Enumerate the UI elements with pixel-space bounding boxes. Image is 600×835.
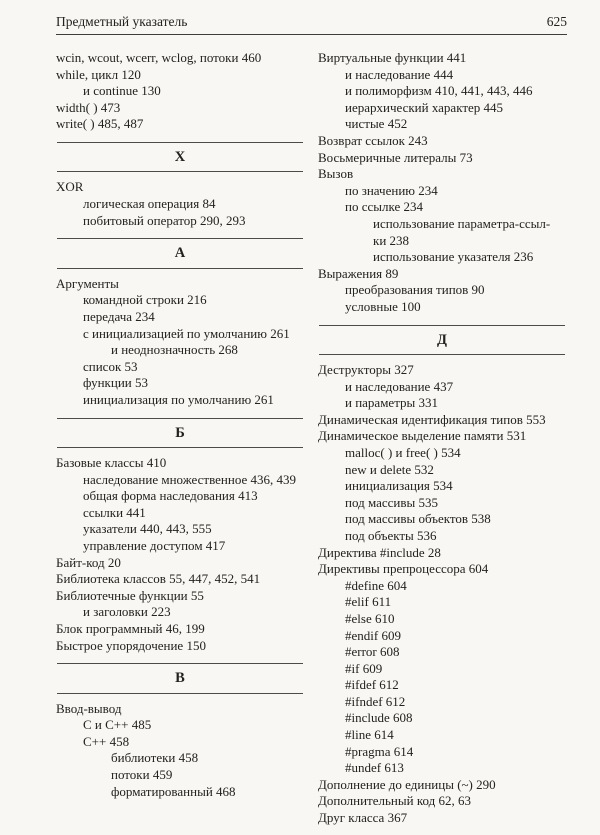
index-entry: Динамическая идентификация типов 553 <box>318 411 546 427</box>
index-entry: C и C++ 485 <box>83 717 152 733</box>
index-entry: Выражения 89 <box>318 265 399 281</box>
index-entry: логическая операция 84 <box>83 196 216 212</box>
index-entry: и наследование 437 <box>345 378 454 394</box>
index-entry: wcin, wcout, wcerr, wclog, потоки 460 <box>56 50 262 65</box>
index-columns <box>56 50 567 827</box>
index-entry: Дополнительный код 62, 63 <box>318 793 471 809</box>
index-entry: ссылки 441 <box>83 504 146 520</box>
section-rule-bottom <box>57 693 303 694</box>
index-entry: #undef 613 <box>345 760 404 776</box>
index-entry: и неоднозначность 268 <box>111 342 238 358</box>
index-entry: Аргументы <box>56 275 119 291</box>
index-entry: библиотеки 458 <box>111 750 199 766</box>
index-entry: под массивы 535 <box>345 494 438 510</box>
page-number: 625 <box>546 14 567 29</box>
index-entry: Базовые классы 410 <box>56 455 167 470</box>
index-entry: использование параметра-ссыл- <box>373 215 551 231</box>
index-entry: список 53 <box>83 358 138 374</box>
index-entry: Восьмеричные литералы 73 <box>318 149 473 165</box>
index-entry: наследование множественное 436, 439 <box>83 471 297 487</box>
index-entry: #pragma 614 <box>345 743 414 759</box>
index-entry: по значению 234 <box>345 182 438 198</box>
index-entry: #ifndef 612 <box>345 693 406 709</box>
section-divider <box>319 325 565 356</box>
index-entry: Директивы препроцессора 604 <box>318 561 489 577</box>
index-entry: write( ) 485, 487 <box>56 116 144 132</box>
index-entry: побитовый оператор 290, 293 <box>83 212 246 228</box>
section-divider <box>57 238 303 269</box>
index-entry: и наследование 444 <box>345 66 454 82</box>
section-divider <box>57 418 303 449</box>
index-entry: Друг класса 367 <box>318 810 408 826</box>
index-entry: и заголовки 223 <box>83 604 171 620</box>
index-entry: Виртуальные функции 441 <box>318 50 467 65</box>
index-entry: иерархический характер 445 <box>345 99 504 115</box>
index-entry: с инициализацией по умолчанию 261 <box>83 325 290 341</box>
index-entry: форматированный 468 <box>111 783 236 799</box>
index-entry: #ifdef 612 <box>345 677 399 693</box>
index-entry: Директива #include 28 <box>318 544 441 560</box>
index-entry: передача 234 <box>83 308 155 324</box>
index-entry: преобразования типов 90 <box>345 282 485 298</box>
index-entry: #line 614 <box>345 727 394 743</box>
index-entry: функции 53 <box>83 375 148 391</box>
index-entry: Блок программный 46, 199 <box>56 620 205 636</box>
section-letter: А <box>174 245 186 262</box>
index-entry: #error 608 <box>345 644 400 660</box>
index-entry: управление доступом 417 <box>83 537 226 553</box>
index-entry: под массивы объектов 538 <box>345 511 491 527</box>
index-entry: C++ 458 <box>83 733 130 749</box>
index-entry: Деструкторы 327 <box>318 362 414 377</box>
index-entry: инициализация 534 <box>345 478 453 494</box>
section-letter: Б <box>175 424 185 441</box>
index-entry: ки 238 <box>373 232 410 248</box>
index-entry: инициализация по умолчанию 261 <box>83 391 274 407</box>
index-entry: командной строки 216 <box>83 292 207 308</box>
running-header-title: Предметный указатель <box>56 14 188 29</box>
index-entry: Библиотечные функции 55 <box>56 587 204 603</box>
section-letter: Д <box>437 331 447 348</box>
section-rule-bottom <box>57 268 303 269</box>
index-entry: malloc( ) и free( ) 534 <box>345 444 461 460</box>
index-entry: #endif 609 <box>345 627 401 643</box>
section-rule-bottom <box>319 354 565 355</box>
index-entry: new и delete 532 <box>345 461 434 477</box>
index-entry: #define 604 <box>345 577 407 593</box>
index-entry: чистые 452 <box>345 116 408 132</box>
index-entry: и полиморфизм 410, 441, 443, 446 <box>345 83 533 99</box>
index-entry: по ссылке 234 <box>345 199 423 215</box>
section-letter: X <box>174 148 186 165</box>
index-entry: общая форма наследования 413 <box>83 488 258 504</box>
section-divider <box>57 142 303 173</box>
index-entry: #elif 611 <box>345 594 392 610</box>
index-entry: #if 609 <box>345 660 383 676</box>
index-entry: потоки 459 <box>111 767 173 782</box>
section-divider <box>57 663 303 694</box>
index-entry: Динамическое выделение памяти 531 <box>318 428 527 444</box>
index-entry: Ввод-вывод <box>56 700 122 716</box>
index-entry: использование указателя 236 <box>373 249 534 265</box>
section-rule-bottom <box>57 447 303 448</box>
index-entry: #include 608 <box>345 710 413 726</box>
section-rule-bottom <box>57 171 303 172</box>
index-entry: условные 100 <box>345 298 421 314</box>
index-column-right <box>318 50 566 827</box>
index-entry: XOR <box>56 179 84 195</box>
index-column-left <box>56 50 304 827</box>
index-entry: Дополнение до единицы (~) 290 <box>318 776 496 792</box>
index-entry: под объекты 536 <box>345 527 437 543</box>
page-header <box>56 14 567 30</box>
index-entry: Библиотека классов 55, 447, 452, 541 <box>56 571 261 587</box>
index-entry: указатели 440, 443, 555 <box>83 521 212 537</box>
index-entry: while, цикл 120 <box>56 66 141 82</box>
index-entry: Возврат ссылок 243 <box>318 132 428 148</box>
index-entry: и continue 130 <box>83 83 161 99</box>
index-entry: width( ) 473 <box>56 99 121 115</box>
header-rule <box>56 34 567 35</box>
index-entry: #else 610 <box>345 610 395 626</box>
index-entry: Быстрое упорядочение 150 <box>56 637 206 653</box>
section-letter: В <box>175 670 185 687</box>
index-entry: и параметры 331 <box>345 395 439 411</box>
index-entry: Вызов <box>318 166 354 182</box>
index-entry: Байт-код 20 <box>56 554 121 570</box>
